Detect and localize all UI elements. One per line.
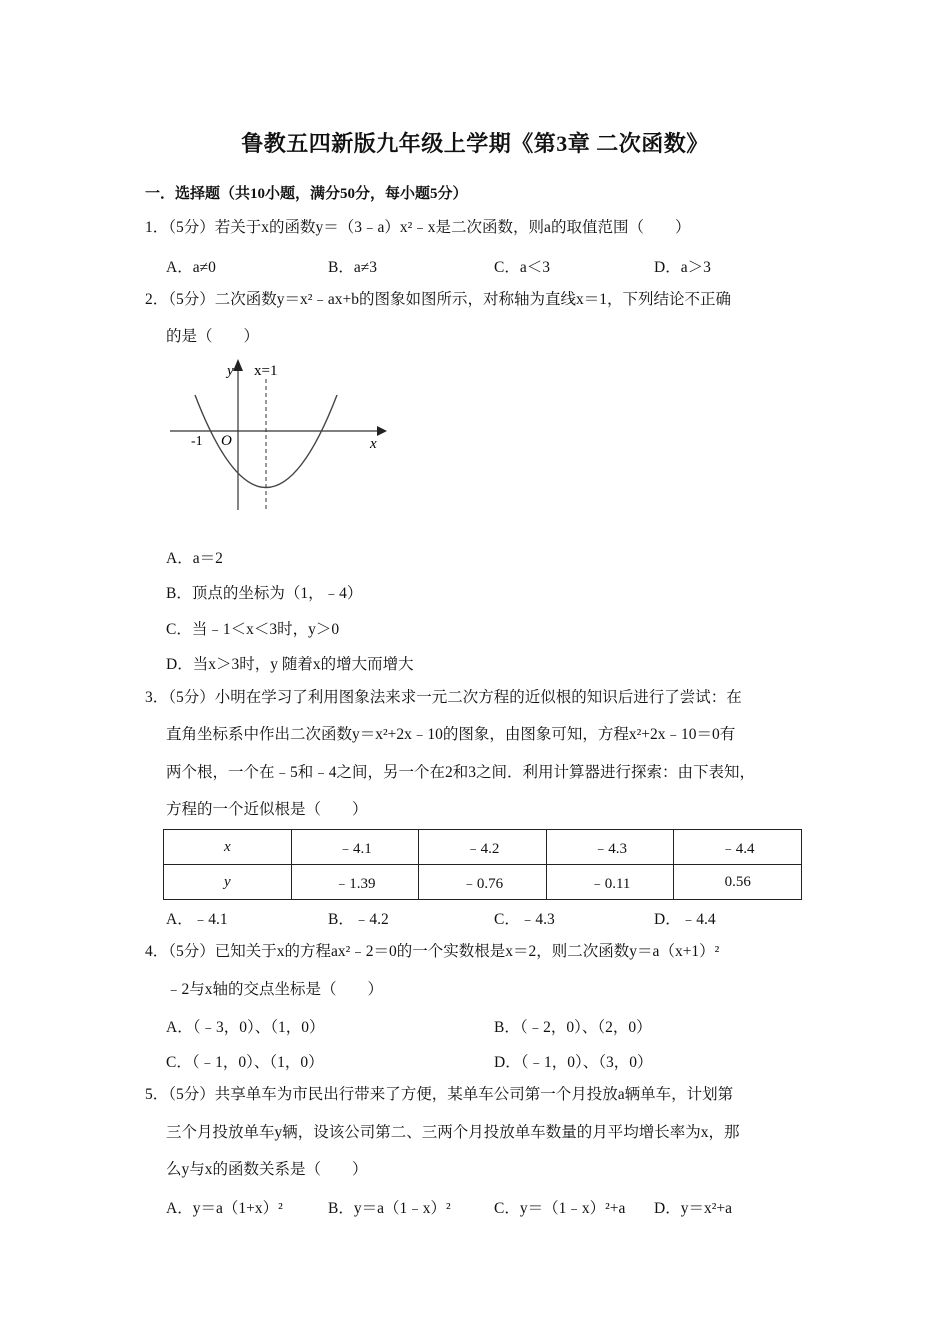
question-5-stem-line-1: 5．（5分）共享单车为市民出行带来了方便，某单车公司第一个月投放a辆单车，计划第 [145, 1086, 734, 1103]
question-1-stem [145, 218, 690, 238]
option-a[interactable]: A．y＝a（1+x）² [166, 1200, 283, 1217]
x-axis-arrow-icon [377, 426, 387, 436]
parabola-graph [165, 355, 390, 515]
origin-label: O [221, 433, 232, 449]
y-axis-arrow-icon [233, 359, 243, 371]
option-c[interactable]: C．a＜3 [494, 259, 550, 276]
question-4-stem-line-1: 4．（5分）已知关于x的方程ax²﹣2＝0的一个实数根是x＝2，则二次函数y＝a（x+1）² [145, 943, 720, 960]
symmetry-axis-label: x=1 [254, 363, 278, 379]
question-3-stem-line-4: 方程的一个近似根是（ ） [166, 801, 368, 818]
option-b[interactable]: B．a≠3 [328, 259, 377, 276]
question-number: 3． [145, 689, 169, 706]
option-b[interactable]: B．（﹣2，0）、（2，0） [494, 1019, 652, 1036]
table-cell: ﹣1.39 [291, 865, 419, 900]
option-d[interactable]: D．y＝x²+a [654, 1200, 732, 1217]
x-axis-label: x [370, 436, 377, 452]
question-score: （5分） [168, 219, 215, 236]
option-a[interactable]: A．a≠0 [166, 259, 216, 276]
option-b[interactable]: B．﹣4.2 [328, 911, 389, 928]
document-title: 鲁教五四新版九年级上学期《第3章 二次函数》 [241, 131, 709, 156]
question-3-stem-line-3: 两个根，一个在﹣5和﹣4之间，另一个在2和3之间．利用计算器进行探索：由下表知， [166, 764, 756, 781]
question-5-stem-line-2: 三个月投放单车y辆，设该公司第二、三两个月投放单车数量的月平均增长率为x，那 [166, 1124, 740, 1141]
table-cell: ﹣4.1 [291, 830, 419, 865]
question-2-stem-line-2: 的是（ ） [166, 328, 260, 345]
y-axis-label: y [227, 363, 234, 379]
option-a[interactable]: A．a＝2 [166, 550, 223, 567]
table-cell: ﹣0.11 [546, 865, 674, 900]
question-score: （5分） [168, 291, 215, 308]
question-3-stem-line-2: 直角坐标系中作出二次函数y＝x²+2x﹣10的图象，由图象可知，方程x²+2x﹣10＝0有 [166, 726, 736, 743]
table-cell: 0.56 [674, 865, 802, 900]
values-table [163, 829, 802, 900]
option-d[interactable]: D．（﹣1，0）、（3，0） [494, 1054, 653, 1071]
question-3-stem-line-1: 3．（5分）小明在学习了利用图象法来求一元二次方程的近似根的知识后进行了尝试：在 [145, 689, 742, 706]
question-number: 5． [145, 1086, 169, 1103]
section-heading: 一．选择题（共10小题，满分50分，每小题5分） [145, 186, 468, 202]
table-cell: ﹣4.2 [419, 830, 547, 865]
option-a[interactable]: A．（﹣3，0）、（1，0） [166, 1019, 325, 1036]
question-4-stem-line-2: ﹣2与x轴的交点坐标是（ ） [166, 981, 384, 998]
option-d[interactable]: D．﹣4.4 [654, 911, 716, 928]
table-cell: ﹣0.76 [419, 865, 547, 900]
option-c[interactable]: C．y＝（1﹣x）²+a [494, 1200, 626, 1217]
question-text: 若关于x的函数y＝（3﹣a）x²﹣x是二次函数，则a的取值范围（ ） [214, 219, 691, 236]
question-score: （5分） [168, 943, 215, 960]
table-cell: x [164, 830, 292, 865]
table-cell: ﹣4.4 [674, 830, 802, 865]
option-c[interactable]: C．当﹣1＜x＜3时，y＞0 [166, 621, 340, 638]
question-score: （5分） [168, 689, 215, 706]
question-2-stem-line-1: 2．（5分）二次函数y＝x²﹣ax+b的图象如图所示，对称轴为直线x＝1，下列结论不正确 [145, 291, 732, 308]
option-c[interactable]: C．﹣4.3 [494, 911, 555, 928]
question-number: 1． [145, 219, 169, 236]
question-number: 4． [145, 943, 169, 960]
question-5-stem-line-3: 么y与x的函数关系是（ ） [166, 1161, 368, 1178]
root-label: -1 [191, 434, 203, 449]
table-row [164, 865, 802, 900]
option-d[interactable]: D．当x＞3时，y 随着x的增大而增大 [166, 656, 414, 673]
option-b[interactable]: B．y＝a（1﹣x）² [328, 1200, 451, 1217]
option-b[interactable]: B．顶点的坐标为（1，﹣4） [166, 585, 363, 602]
option-a[interactable]: A．﹣4.1 [166, 911, 228, 928]
option-d[interactable]: D．a＞3 [654, 259, 711, 276]
question-number: 2． [145, 291, 169, 308]
table-cell: ﹣4.3 [546, 830, 674, 865]
question-score: （5分） [168, 1086, 215, 1103]
table-cell: y [164, 865, 292, 900]
option-c[interactable]: C．（﹣1，0）、（1，0） [166, 1054, 324, 1071]
table-row [164, 830, 802, 865]
